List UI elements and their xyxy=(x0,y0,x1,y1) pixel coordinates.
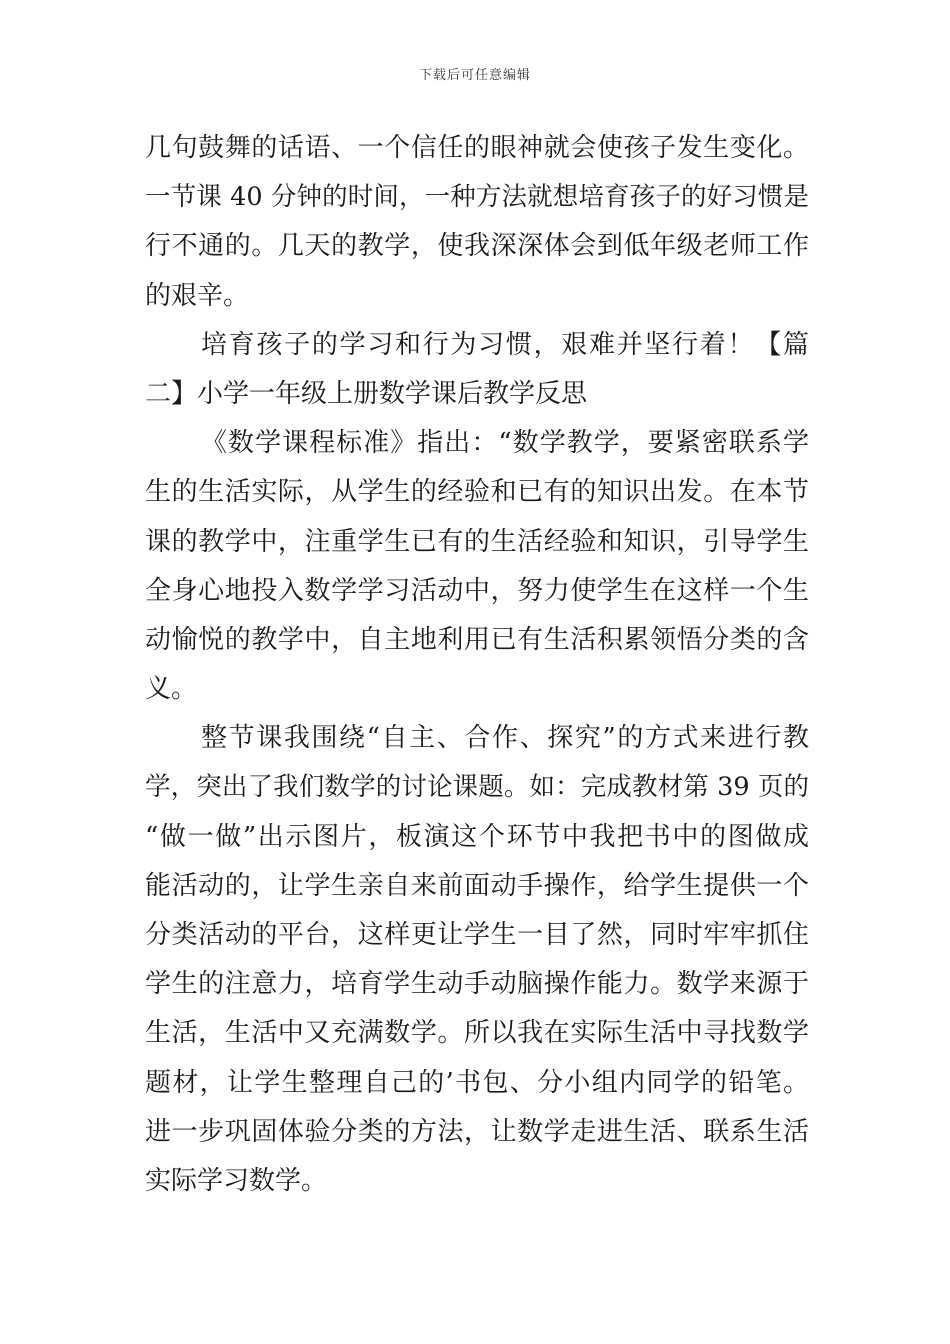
text-line: 进一步巩固体验分类的方法，让数学走进生活、联系生活 xyxy=(145,1116,809,1147)
text-line: 义。 xyxy=(145,674,198,705)
text-line: “做一做”出示图片，板演这个环节中我把书中的图做成 xyxy=(145,821,809,852)
text-line: 能活动的，让学生亲自来前面动手操作，给学生提供一个 xyxy=(145,870,809,901)
text-line: 的艰辛。 xyxy=(145,280,250,311)
body-text xyxy=(145,124,809,1206)
text-line: 整节课我围绕“自主、合作、探究”的方式来进行教 xyxy=(201,723,809,754)
text-line: 实际学习数学。 xyxy=(145,1165,328,1196)
text-line: 课的教学中，注重学生已有的生活经验和知识，引导学生 xyxy=(145,526,809,557)
text-line: 学，突出了我们数学的讨论课题。如：完成教材第 39 页的 xyxy=(145,772,809,803)
text-line: 动愉悦的教学中，自主地利用已有生活积累领悟分类的含 xyxy=(145,624,809,655)
text-line: 二】小学一年级上册数学课后教学反思 xyxy=(145,378,588,409)
text-line: 几句鼓舞的话语、一个信任的眼神就会使孩子发生变化。 xyxy=(145,133,809,163)
text-line: 培育孩子的学习和行为习惯，艰难并坚行着！【篇 xyxy=(201,329,809,360)
text-line: 全身心地投入数学学习活动中，努力使学生在这样一个生 xyxy=(145,575,809,606)
text-line: 分类活动的平台，这样更让学生一目了然，同时牢牢抓住 xyxy=(145,920,809,950)
text-line: 《数学课程标准》指出：“数学教学，要紧密联系学 xyxy=(201,428,809,459)
text-line: 一节课 40 分钟的时间，一种方法就想培育孩子的好习惯是 xyxy=(145,182,809,213)
text-line: 题材，让学生整理自己的’书包、分小组内同学的铅笔。 xyxy=(145,1067,809,1098)
page-header: 下载后可任意编辑 xyxy=(418,68,531,83)
text-line: 行不通的。几天的教学，使我深深体会到低年级老师工作 xyxy=(145,231,809,262)
text-line: 生活，生活中又充满数学。所以我在实际生活中寻找数学 xyxy=(145,1018,809,1049)
text-line: 学生的注意力，培育学生动手动脑操作能力。数学来源于 xyxy=(145,969,809,1000)
text-line: 生的生活实际，从学生的经验和已有的知识出发。在本节 xyxy=(145,477,809,508)
